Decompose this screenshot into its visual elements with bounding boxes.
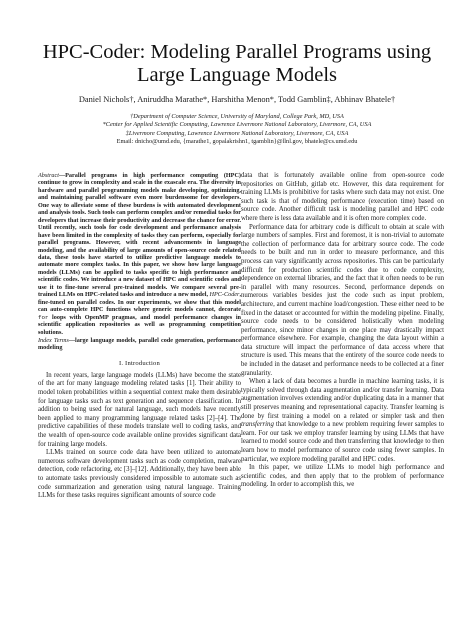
- email-line: Email: dnicho@umd.edu, {marathe1, gopalakrishn1, tgamblin}@llnl.gov, bhatele@cs.umd.edu: [116, 138, 358, 146]
- affiliation-llnl-lc: ‡Livermore Computing, Lawrence Livermore National Laboratory, Livermore, CA, USA: [125, 129, 349, 137]
- paper-title: HPC-Coder: Modeling Parallel Programs using Large Language Models: [42, 41, 432, 86]
- transfer-emphasis: transferring: [241, 421, 274, 429]
- affiliation-umd: †Department of Computer Science, University of Maryland, College Park, MD, USA: [130, 113, 344, 120]
- right-paragraph-transfer-learning: [241, 378, 444, 464]
- index-terms: [38, 337, 241, 352]
- index-terms-label: Index Terms: [38, 336, 69, 344]
- section-heading-introduction: I. Introduction: [118, 359, 161, 367]
- right-column: [241, 172, 444, 490]
- right-paragraph-continued: data that is fortunately available online from open-source code repositories on GitHub, gitlab etc. However, this data requirement for training LLMs is prohibitive for tasks where such data may not exist. One such task is that of modeling performance (execution time) based on source code. Another difficult task is modeling parallel and HPC code where there is less data available and it is often more complex code.: [241, 172, 444, 222]
- intro-paragraph-1: In recent years, large language models (LLMs) have become the state of the art for many language modeling related tasks [1]. Their ability to model token probabilities within a sequential context make them desirable for language tasks such as text generation and sequence classification. In addition to being used for natural language, such models have recently been applied to many programming language related tasks [2]–[4]. The predictive capabilities of these models translate well to coding tasks, and the wealth of open-source code available online provides significant data for training large models.: [38, 371, 241, 448]
- author-list: Daniel Nichols†, Aniruddha Marathe*, Harshitha Menon*, Todd Gamblin‡, Abhinav Bhatele†: [78, 95, 396, 104]
- abstract-text-2: , fine-tuned on parallel codes. In our experiments, we show that this model can auto-complete HPC functions where generic models cannot, decorate: [38, 291, 241, 314]
- abstract: [38, 172, 241, 336]
- right-paragraph-contribution: In this paper, we utilize LLMs to model high performance and scientific codes, and then apply that to the problem of performance modeling. In order to accomplish this, we: [241, 464, 444, 489]
- right-paragraph-performance-data: Performance data for arbitrary code is difficult to obtain at scale with large numbers of samples. First and foremost, it is non-trivial to automate the collection of performance data for arbitrary source code. The code needs to be built and run in order to measure performance, and this process can vary significantly across repositories. This can be particularly difficult for production scientific codes due to code complexity, dependence on external libraries, and the fact that it often needs to be run in parallel with many resources. Second, performance depends on numerous variables besides just the code such as input problem, architecture, and current machine load/congestion. These either need to be fixed in the dataset or accounted for within the modeling pipeline. Finally, source code needs to be considered holistically when modeling performance, since minor changes in one place may drastically impact performance elsewhere. For example, changing the data layout within a data structure will impact the performance of data access where that structure is used. This means that the entirety of the source code needs to be included in the dataset and performance needs to be collected at a finer granularity.: [241, 223, 444, 377]
- intro-paragraph-2: LLMs trained on source code data have been utilized to automate numerous software development tasks such as code completion, malware detection, code refactoring, etc [3]–[12]. Additionally, they have been able to automate tasks previously considered impossible to automate such as code summarization and generation using natural language. Training LLMs for these tasks requires significant amounts of source code: [38, 449, 241, 500]
- left-column: [38, 172, 241, 501]
- index-terms-text: —large language models, parallel code generation, performance modeling: [38, 336, 241, 352]
- affiliations: [20, 113, 454, 147]
- affiliation-llnl-casc: *Center for Applied Scientific Computing, Lawrence Livermore National Laboratory, Livermore, CA, USA: [102, 121, 372, 129]
- abstract-label: Abstract: [38, 172, 59, 179]
- transfer-text-2: that knowledge to a new problem requiring fewer samples to learn. For our task we employ transfer learning by using LLMs that have learned to model source code and then transferring that knowledge to then learn how to model performance of source code using fewer samples. In particular, we explore modeling parallel and HPC codes.: [241, 421, 444, 463]
- abstract-text-1: —Parallel programs in high performance computing (HPC) continue to grow in complexity and scale in the exascale era. The diversity in hardware and parallel programming models make developing, optimizing, and maintaining parallel software even more burdensome for developers. One way to alleviate some of these burdens is with automated development and analysis tools. Such tools can perform complex and/or remedial tasks for developers that increase their productivity and decrease the chance for error. Until recently, such tools for code development and performance analysis have been limited in the complexity of tasks they can perform, especially for parallel programs. However, with recent advancements in language modeling, and the availability of large amounts of open-source code related data, these tools have started to utilize predictive language models to automate more complex tasks. In this paper, we show how large language models (LLMs) can be applied to tasks specific to high performance and scientific codes. We introduce a new dataset of HPC and scientific codes and use it to fine-tune several pre-trained models. We compare several pre-trained LLMs on HPC-related tasks and introduce a new model,: [38, 172, 241, 299]
- transfer-text-1: When a lack of data becomes a hurdle in machine learning tasks, it is typically solved through data augmentation and/or transfer learning. Data augmentation involves extending and/or duplicating data in a manner that still preserves meaning and representational capacity. Transfer learning is done by first training a model on a related or simpler task and then: [241, 378, 444, 420]
- abstract-code-for: for: [38, 313, 49, 321]
- abstract-model-name: HPC-Coder: [209, 291, 240, 299]
- abstract-text-3: loops with OpenMP pragmas, and model performance changes in scientific application repositories as well as programming competition solutions.: [38, 313, 241, 336]
